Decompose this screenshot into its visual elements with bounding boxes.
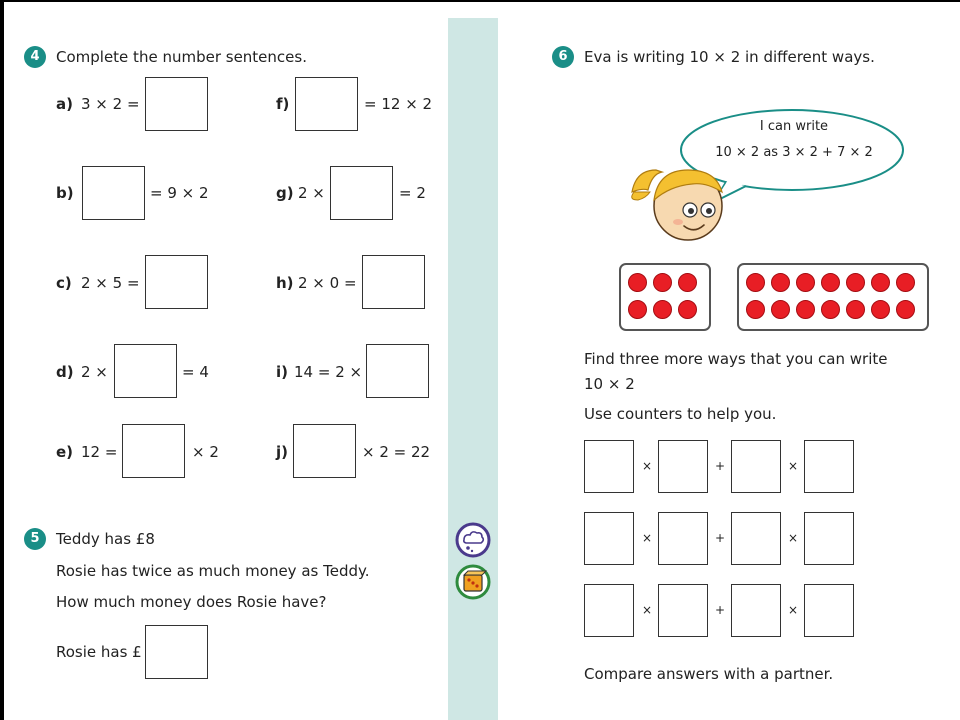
q4a-label: a) [56,95,73,113]
q4j-label: j) [276,443,288,461]
q4i-label: i) [276,363,288,381]
counter [871,300,890,319]
q6-operator: + [715,531,726,545]
q6-operator: + [715,603,726,617]
q4g-before: 2 × [298,184,325,202]
q5-answer-box[interactable] [145,625,208,679]
counter [896,273,915,292]
q6-operator: × [642,603,653,617]
q6-hint: Use counters to help you. [584,405,777,423]
dice-icon [455,564,491,600]
counter [678,273,697,292]
counter [896,300,915,319]
q4a-before: 3 × 2 = [81,95,140,113]
counter [746,273,765,292]
q4f-answer-box[interactable] [295,77,358,131]
q6-footer: Compare answers with a partner. [584,665,834,683]
q4h-before: 2 × 0 = [298,274,357,292]
counter [771,300,790,319]
q4e-after: × 2 [192,443,219,461]
q4g-answer-box[interactable] [330,166,393,220]
counter [846,273,865,292]
counter [796,273,815,292]
q4i-before: 14 = 2 × [294,363,363,381]
q6-operator: + [715,459,726,473]
q6-operator: × [642,459,653,473]
q4j-answer-box[interactable] [293,424,356,478]
q6-operator: × [788,459,799,473]
counter-tray-right [737,263,929,331]
counter [821,300,840,319]
counter [771,273,790,292]
counter [628,300,647,319]
counter [846,300,865,319]
q4j-after: × 2 = 22 [362,443,431,461]
q4b-label: b) [56,184,74,202]
q4d-label: d) [56,363,74,381]
q6-badge: 6 [552,46,574,68]
q6-answer-box[interactable] [584,584,634,637]
q4b-after: = 9 × 2 [150,184,209,202]
counter [796,300,815,319]
frame-left-border [0,0,4,720]
counter [871,273,890,292]
counter [746,300,765,319]
counter [821,273,840,292]
q6-operator: × [642,531,653,545]
q6-prompt-line1: Find three more ways that you can write [584,350,888,368]
q6-answer-box[interactable] [804,512,854,565]
q5-line3: How much money does Rosie have? [56,593,327,611]
q6-answer-box[interactable] [658,584,708,637]
q4c-label: c) [56,274,72,292]
think-cloud-icon [455,522,491,558]
q4d-answer-box[interactable] [114,344,177,398]
q5-answer-prefix: Rosie has £ [56,643,142,661]
q4d-after: = 4 [182,363,209,381]
page-gutter [448,18,498,720]
counter [678,300,697,319]
q4f-after: = 12 × 2 [364,95,433,113]
q6-answer-box[interactable] [731,584,781,637]
q6-answer-box[interactable] [804,584,854,637]
q4a-answer-box[interactable] [145,77,208,131]
q4g-after: = 2 [399,184,426,202]
counter-tray-left [619,263,711,331]
q4h-label: h) [276,274,294,292]
q4d-before: 2 × [81,363,108,381]
counter [653,300,672,319]
q4h-answer-box[interactable] [362,255,425,309]
q6-answer-box[interactable] [804,440,854,493]
q6-operator: × [788,531,799,545]
q4f-label: f) [276,95,290,113]
q6-answer-box[interactable] [584,440,634,493]
q6-operator: × [788,603,799,617]
q4e-answer-box[interactable] [122,424,185,478]
q4-badge: 4 [24,46,46,68]
q6-answer-box[interactable] [658,512,708,565]
q4g-label: g) [276,184,294,202]
q6-answer-box[interactable] [584,512,634,565]
q4e-label: e) [56,443,74,461]
q4b-answer-box[interactable] [82,166,145,220]
q6-answer-box[interactable] [731,512,781,565]
counter [628,273,647,292]
q5-line1: Teddy has £8 [56,530,155,548]
speech-line2: 10 × 2 as 3 × 2 + 7 × 2 [715,145,873,160]
q6-answer-box[interactable] [731,440,781,493]
q5-line2: Rosie has twice as much money as Teddy. [56,562,370,580]
speech-line1: I can write [759,119,829,134]
q4e-before: 12 = [81,443,118,461]
q6-title: Eva is writing 10 × 2 in different ways. [584,48,875,66]
q4c-answer-box[interactable] [145,255,208,309]
girl-eva-illustration [626,160,736,246]
q5-badge: 5 [24,528,46,550]
q6-prompt-line2: 10 × 2 [584,375,635,393]
q4i-answer-box[interactable] [366,344,429,398]
frame-top-border [0,0,960,2]
q4-title: Complete the number sentences. [56,48,307,66]
q6-answer-box[interactable] [658,440,708,493]
q4c-before: 2 × 5 = [81,274,140,292]
counter [653,273,672,292]
